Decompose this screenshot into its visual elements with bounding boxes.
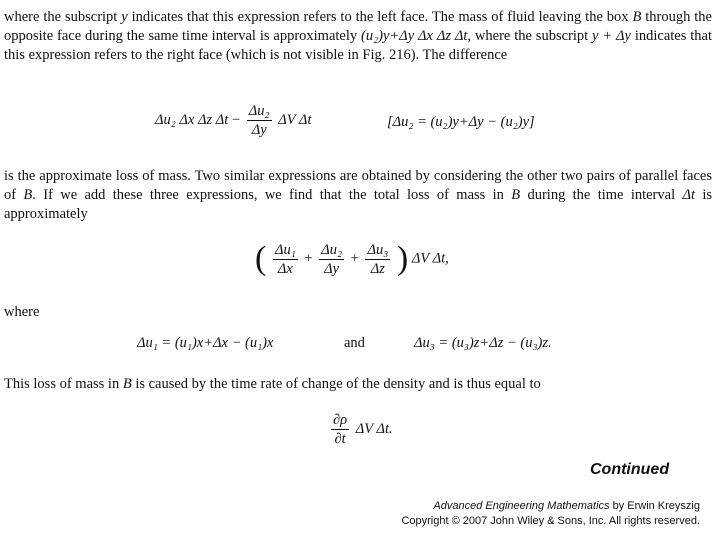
text: is caused by the time rate of change of the density and is thus equal to	[131, 376, 541, 392]
var-B: B	[511, 187, 521, 203]
text: is the approximate loss of mass. Two similar expressions are obtained by considering the other two pairs of parallel faces of	[4, 168, 712, 203]
text: indicates that this expression refers to the left face. The mass of fluid leaving the box	[127, 9, 633, 25]
text: where	[4, 304, 40, 320]
eq1-left: Δu₂ Δx Δz Δt	[155, 111, 229, 128]
var-B: B	[122, 376, 132, 392]
eq2-tail: ΔV Δt,	[411, 250, 449, 267]
eq3-left-expr: Δu₁ = (u₁)x+Δx − (u₁)x	[137, 335, 274, 351]
plus-sign: +	[350, 250, 359, 267]
eq1-tail: ΔV Δt	[278, 111, 312, 128]
eq3-right-expr: Δu₃ = (u₃)z+Δz − (u₃)z.	[414, 335, 552, 351]
text: . If we add these three expressions, we find that the total loss of mass in	[32, 187, 512, 203]
eq4-tail: ΔV Δt.	[355, 420, 393, 437]
left-paren: (	[255, 240, 267, 277]
inline-expression: (u₂)y+Δy Δx Δz Δt	[361, 28, 468, 44]
equation-definitions-left	[137, 335, 273, 352]
right-paren: )	[396, 240, 409, 277]
eq4-numerator: ∂ρ	[333, 412, 348, 428]
paragraph-mass-leaving	[4, 8, 712, 65]
text: through the opposite face during the same time interval is approximately	[4, 9, 712, 44]
text: This loss of mass in	[4, 376, 123, 392]
eq2-fraction-3	[365, 241, 390, 278]
eq2-denominator-1: Δx	[277, 260, 293, 277]
var-y: y	[121, 9, 128, 25]
text: is approximately	[4, 187, 712, 222]
eq1-minus: −	[231, 111, 241, 128]
footer-credits	[401, 499, 700, 529]
eq1-fraction	[247, 102, 272, 139]
eq1-numerator: Δu₂	[248, 103, 270, 119]
eq4-fraction	[331, 411, 349, 448]
eq2-numerator-3: Δu₃	[367, 241, 389, 258]
book-author: by Erwin Kreyszig	[609, 500, 700, 512]
eq2-numerator-1: Δu₁	[274, 241, 296, 258]
plus-sign: +	[304, 250, 313, 267]
var-B: B	[23, 187, 33, 203]
equation-definitions-right	[414, 335, 552, 352]
eq3-and: and	[344, 335, 365, 351]
text: indicates that this expression refers to the right face (which is not visible in Fig. 216). The difference	[4, 28, 712, 63]
eq4-denominator: ∂t	[334, 431, 346, 447]
paragraph-where	[4, 303, 712, 322]
equation-total-loss	[255, 240, 449, 278]
paragraph-density-rate	[4, 375, 712, 394]
eq2-numerator-2: Δu₂	[321, 241, 343, 258]
book-title: Advanced Engineering Mathematics	[433, 500, 610, 512]
equation-density-derivative	[328, 411, 393, 448]
footer-line-1	[401, 499, 700, 514]
eq2-fraction-1	[273, 241, 298, 278]
text: where the subscript	[4, 9, 122, 25]
text: , where the subscript	[467, 28, 593, 44]
text: during the time interval	[520, 187, 683, 203]
equation-and	[344, 335, 365, 352]
copyright-notice: Copyright © 2007 John Wiley & Sons, Inc. All rights reserved.	[401, 515, 700, 527]
eq1-bracket-expr: [Δu₂ = (u₂)y+Δy − (u₂)y]	[387, 114, 535, 130]
eq1-denominator: Δy	[251, 122, 267, 138]
eq2-denominator-2: Δy	[324, 260, 340, 277]
var-delta-t: Δt	[682, 187, 695, 203]
var-B: B	[632, 9, 642, 25]
paragraph-approx-loss	[4, 167, 712, 224]
eq2-fraction-2	[319, 241, 344, 278]
eq2-denominator-3: Δz	[370, 260, 385, 277]
continued-label: Continued	[590, 461, 670, 478]
inline-subscript-expr: y + Δy	[592, 28, 631, 44]
equation-difference	[155, 102, 311, 139]
equation-bracket	[387, 114, 535, 131]
